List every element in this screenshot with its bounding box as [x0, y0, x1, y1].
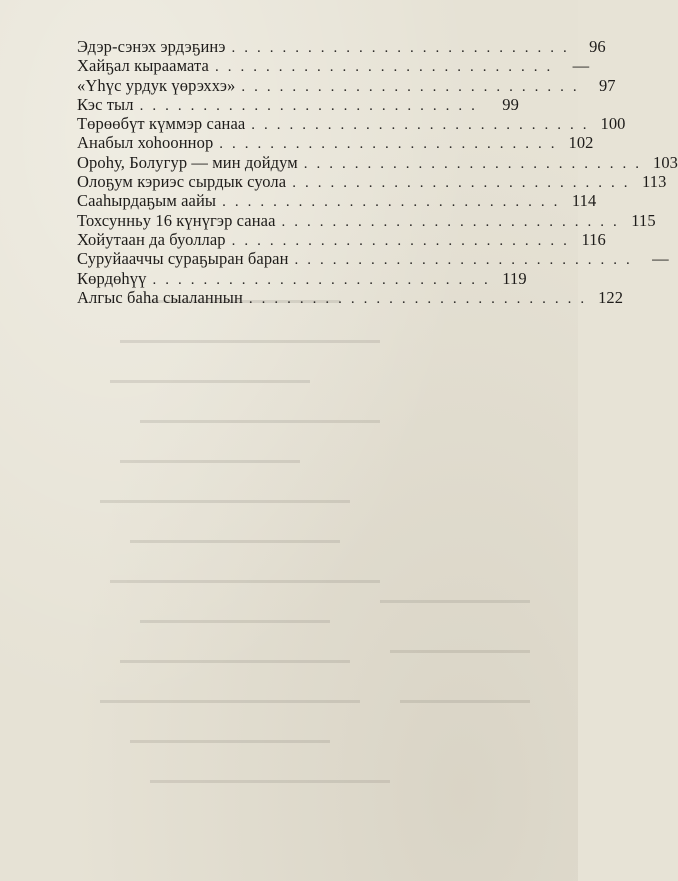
toc-leader-dots: ...........................: [303, 155, 649, 172]
toc-entry: [77, 152, 678, 172]
toc-entry-page: —: [652, 249, 669, 269]
toc-entry: [77, 114, 626, 134]
toc-entry: [77, 210, 656, 230]
table-of-contents: [77, 37, 678, 307]
toc-entry-title: Суруйааччы сураҕыран баран: [77, 249, 289, 269]
toc-entry: [77, 229, 606, 249]
toc-leader-dots: ...........................: [139, 97, 484, 114]
toc-entry-title: Сааһырдаҕым аайы: [77, 191, 217, 211]
toc-entry-title: Алгыс баһа сыаланнын: [77, 287, 243, 307]
toc-leader-dots: ...........................: [152, 271, 497, 288]
toc-entry: [77, 75, 616, 95]
toc-entry: [77, 287, 624, 307]
toc-leader-dots: ...........................: [281, 213, 626, 230]
toc-entry-title: Олоҕум кэриэс сырдык суола: [77, 172, 287, 192]
toc-leader-dots: ...........................: [248, 290, 594, 307]
toc-entry-title: Анабыл хоһооннор: [77, 133, 214, 153]
toc-entry: [77, 249, 669, 269]
toc-entry-title: Эдэр-сэнэх эрдэҕинэ: [77, 37, 226, 56]
toc-leader-dots: ...........................: [222, 194, 567, 211]
toc-entry-title: Кэс тыл: [77, 94, 134, 114]
toc-leader-dots: ...........................: [219, 136, 564, 153]
toc-entry-page: 96: [589, 37, 606, 56]
toc-entry-page: 100: [600, 114, 626, 134]
toc-entry-title: «Үһүс урдук үөрэххэ»: [77, 75, 236, 95]
toc-entry: [77, 133, 594, 153]
toc-entry: [77, 172, 667, 192]
toc-leader-dots: ...........................: [294, 252, 639, 269]
toc-entry: [77, 191, 597, 211]
toc-entry-title: Ороһу, Болугур — мин дойдум: [77, 152, 298, 172]
toc-entry-page: 102: [568, 133, 594, 153]
toc-leader-dots: ...........................: [241, 78, 586, 95]
toc-entry-page: 99: [502, 94, 519, 114]
toc-entry-page: 122: [598, 287, 624, 307]
toc-entry-title: Төрөөбүт күммэр санаа: [77, 114, 246, 134]
toc-entry-title: Хайҕал кыраамата: [77, 56, 209, 76]
toc-entry: [77, 95, 519, 114]
toc-entry-page: 113: [642, 172, 667, 192]
toc-entry-title: Тохсунньу 16 күнүгэр санаа: [77, 210, 276, 230]
toc-entry: [77, 37, 606, 56]
toc-entry: [77, 268, 527, 288]
toc-entry-page: 115: [631, 210, 656, 230]
toc-leader-dots: ...........................: [214, 59, 560, 76]
toc-leader-dots: ...........................: [231, 40, 576, 56]
toc-entry: [77, 56, 590, 76]
toc-entry-title: Хойутаан да буоллар: [77, 229, 226, 249]
toc-entry-page: 119: [502, 268, 527, 288]
toc-entry-page: 116: [581, 229, 606, 249]
toc-entry-page: 103: [652, 152, 678, 172]
toc-entry-page: 114: [571, 191, 597, 211]
toc-leader-dots: ...........................: [251, 117, 596, 134]
toc-entry-title: Көрдөһүү: [77, 268, 147, 288]
toc-entry-page: —: [572, 56, 590, 76]
toc-leader-dots: ...........................: [292, 175, 637, 192]
toc-leader-dots: ...........................: [231, 232, 576, 249]
toc-entry-page: 97: [598, 75, 616, 95]
